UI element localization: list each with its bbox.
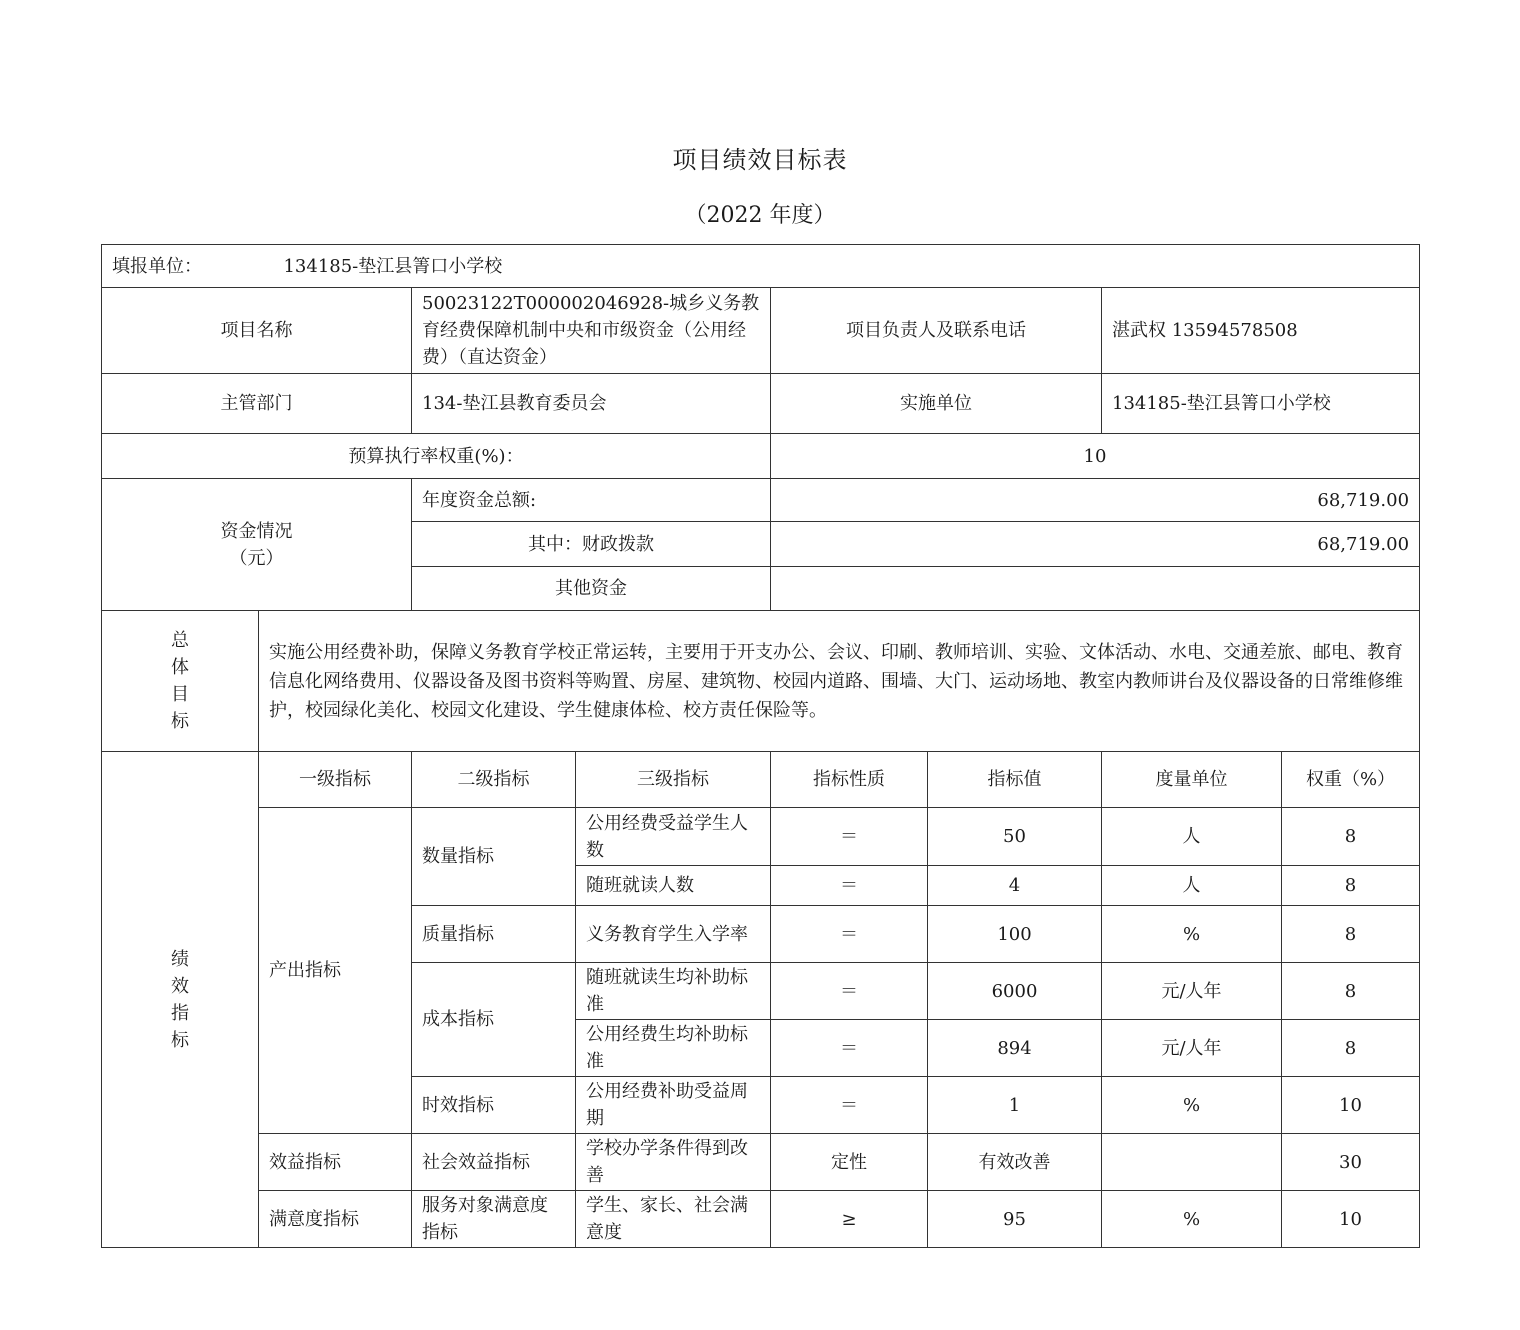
budget-rate-row (102, 434, 1420, 479)
indicators-label-char: 绩 (171, 948, 189, 970)
budget-rate-label: 预算执行率权重(%)： (102, 434, 771, 479)
unit-cell: 元/人年 (1102, 963, 1282, 1020)
nature-cell: ＝ (771, 808, 928, 866)
project-name-label: 项目名称 (102, 288, 412, 374)
page-subtitle-year: （2022 年度） (684, 203, 836, 228)
table-row (102, 1191, 1420, 1248)
project-row (102, 288, 1420, 374)
weight-cell: 10 (1282, 1191, 1420, 1248)
level3-name: 学校办学条件得到改善 (576, 1134, 771, 1191)
level2-service: 服务对象满意度指标 (412, 1191, 576, 1248)
level1-satisfaction: 满意度指标 (259, 1191, 412, 1248)
unit-row (102, 245, 1420, 288)
goal-label-char: 总 (171, 630, 189, 651)
header-nature: 指标性质 (771, 752, 928, 808)
level3-name: 义务教育学生入学率 (576, 906, 771, 963)
value-cell: 有效改善 (928, 1134, 1102, 1191)
project-name-value: 50023122T000002046928-城乡义务教育经费保障机制中央和市级资金（公用经费）（直达资金） (412, 288, 771, 374)
header-level2: 二级指标 (412, 752, 576, 808)
level3-name: 公用经费生均补助标准 (576, 1020, 771, 1077)
unit-cell: % (1102, 1077, 1282, 1134)
weight-cell: 8 (1282, 808, 1420, 866)
header-level3: 三级指标 (576, 752, 771, 808)
level1-benefit: 效益指标 (259, 1134, 412, 1191)
unit-cell: % (1102, 1191, 1282, 1248)
value-cell: 95 (928, 1191, 1102, 1248)
unit-value: 134185-垫江县箐口小学校 (283, 255, 503, 277)
level3-name: 学生、家长、社会满意度 (576, 1191, 771, 1248)
header-value: 指标值 (928, 752, 1102, 808)
header-weight: 权重（%） (1282, 752, 1420, 808)
weight-cell: 30 (1282, 1134, 1420, 1191)
value-cell: 6000 (928, 963, 1102, 1020)
funds-other-label: 其他资金 (412, 567, 771, 611)
level2-social: 社会效益指标 (412, 1134, 576, 1191)
table-row (102, 1134, 1420, 1191)
contact-label: 项目负责人及联系电话 (771, 288, 1102, 374)
unit-cell (102, 245, 1420, 288)
funds-label (102, 479, 412, 611)
goal-label-char: 标 (171, 711, 189, 732)
indicator-header-row (102, 752, 1420, 808)
nature-cell: ＝ (771, 1020, 928, 1077)
dept-row (102, 374, 1420, 434)
unit-cell: 元/人年 (1102, 1020, 1282, 1077)
weight-cell: 8 (1282, 866, 1420, 906)
indicators-label-char: 指 (171, 1002, 189, 1024)
weight-cell: 8 (1282, 1020, 1420, 1077)
header-unit: 度量单位 (1102, 752, 1282, 808)
funds-total-row (102, 479, 1420, 522)
unit-cell: 人 (1102, 808, 1282, 866)
contact-value: 湛武权 13594578508 (1102, 288, 1420, 374)
weight-cell: 10 (1282, 1077, 1420, 1134)
funds-other-value (771, 567, 1420, 611)
funds-label-line1: 资金情况 (220, 520, 293, 542)
impl-label: 实施单位 (771, 374, 1102, 434)
value-cell: 894 (928, 1020, 1102, 1077)
funds-total-label: 年度资金总额: (412, 479, 771, 522)
level2-cost: 成本指标 (412, 963, 576, 1077)
funds-total-value: 68,719.00 (771, 479, 1420, 522)
funds-fiscal-value: 68,719.00 (771, 522, 1420, 567)
nature-cell: ≥ (771, 1191, 928, 1248)
unit-cell: 人 (1102, 866, 1282, 906)
nature-cell: ＝ (771, 906, 928, 963)
unit-cell (1102, 1134, 1282, 1191)
level1-output: 产出指标 (259, 808, 412, 1134)
level3-name: 随班就读生均补助标准 (576, 963, 771, 1020)
level2-timeliness: 时效指标 (412, 1077, 576, 1134)
weight-cell: 8 (1282, 906, 1420, 963)
value-cell: 1 (928, 1077, 1102, 1134)
indicators-label-char: 效 (171, 975, 189, 997)
goal-text: 实施公用经费补助，保障义务教育学校正常运转，主要用于开支办公、会议、印刷、教师培训、实验、文体活动、水电、交通差旅、邮电、教育信息化网络费用、仪器设备及图书资料等购置、房屋、建筑物、校园内道路、围墙、大门、运动场地、教室内教师讲台及仪器设备的日常维修维护，校园绿化美化、校园文化建设、学生健康体检、校方责任保险等。 (259, 611, 1420, 752)
table-row (102, 808, 1420, 866)
indicators-label (102, 752, 259, 1248)
goal-label-char: 体 (171, 657, 189, 678)
header-level1: 一级指标 (259, 752, 412, 808)
goal-row (102, 611, 1420, 752)
impl-value: 134185-垫江县箐口小学校 (1102, 374, 1420, 434)
unit-label: 填报单位： (112, 255, 202, 277)
funds-label-line2: （元） (229, 547, 284, 569)
value-cell: 100 (928, 906, 1102, 963)
value-cell: 50 (928, 808, 1102, 866)
performance-target-table (101, 244, 1420, 1248)
nature-cell: ＝ (771, 866, 928, 906)
weight-cell: 8 (1282, 963, 1420, 1020)
nature-cell: ＝ (771, 1077, 928, 1134)
goal-label (102, 611, 259, 752)
value-cell: 4 (928, 866, 1102, 906)
level2-quantity: 数量指标 (412, 808, 576, 906)
funds-fiscal-label: 其中：财政拨款 (412, 522, 771, 567)
unit-cell: % (1102, 906, 1282, 963)
indicators-label-char: 标 (171, 1029, 189, 1051)
dept-label: 主管部门 (102, 374, 412, 434)
page-title: 项目绩效目标表 (672, 146, 848, 174)
level3-name: 公用经费补助受益周期 (576, 1077, 771, 1134)
level3-name: 随班就读人数 (576, 866, 771, 906)
nature-cell: ＝ (771, 963, 928, 1020)
level3-name: 公用经费受益学生人数 (576, 808, 771, 866)
goal-label-char: 目 (171, 684, 189, 705)
dept-value: 134-垫江县教育委员会 (412, 374, 771, 434)
level2-quality: 质量指标 (412, 906, 576, 963)
budget-rate-value: 10 (771, 434, 1420, 479)
nature-cell: 定性 (771, 1134, 928, 1191)
